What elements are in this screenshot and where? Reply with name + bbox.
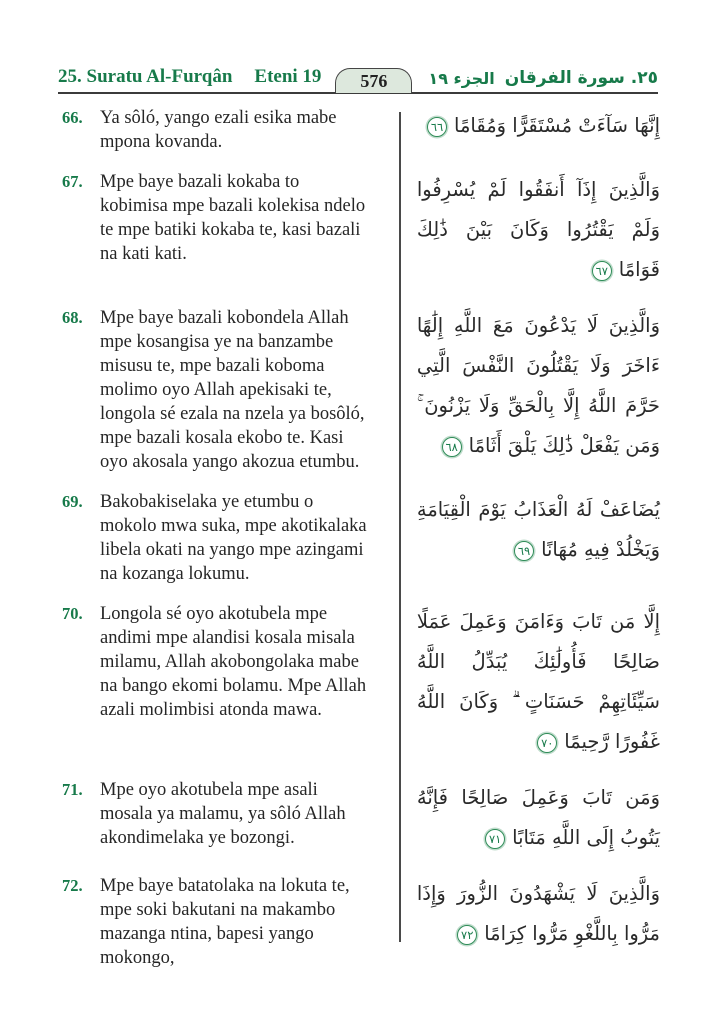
- translation-cell: [62, 170, 385, 266]
- page-header: [58, 52, 658, 94]
- verse-number: 69.: [62, 492, 83, 511]
- ayah-end-medallion: ٧١: [485, 829, 505, 849]
- verse-number: 70.: [62, 604, 83, 623]
- verse-row-70: [62, 602, 660, 762]
- translation-cell: [62, 778, 385, 850]
- arabic-cell: [417, 874, 660, 954]
- verse-arabic-text: وَالَّذِينَ لَا يَدْعُونَ مَعَ اللَّهِ إِلَٰهًا ءَاخَرَ وَلَا يَقْتُلُونَ النَّفْسَ الَّتِي حَرَّمَ اللَّهُ إِلَّا بِالْحَقِّ وَلَا يَزْنُونَ ۚ وَمَن يَفْعَلْ ذَٰلِكَ يَلْقَ أَثَامًا: [416, 314, 660, 457]
- verse-number: 68.: [62, 308, 83, 327]
- verse-translation: Mpe oyo akotubela mpe asali mosala ya malamu, ya sôló Allah akondimelaka ye bozongi.: [100, 780, 346, 848]
- verse-translation: Mpe baye batatolaka na lokuta te, mpe soki bakutani na makambo mazanga ntina, bapesi yango mokongo,: [100, 876, 350, 968]
- arabic-cell: [417, 602, 660, 762]
- verse-translation: Ya sôló, yango ezali esika mabe mpona kovanda.: [100, 108, 337, 152]
- verse-row-71: [62, 778, 660, 858]
- translation-cell: [62, 490, 385, 586]
- ayah-end-medallion: ٦٧: [592, 261, 612, 281]
- verse-translation: Bakobakiselaka ye etumbu o mokolo mwa suka, mpe akotikalaka libela okati na yango mpe azingami na kozanga lokumu.: [100, 492, 367, 584]
- ayah-end-medallion: ٦٨: [442, 437, 462, 457]
- translation-cell: [62, 874, 385, 970]
- ayah-end-medallion: ٦٦: [427, 117, 447, 137]
- ayah-end-medallion: ٦٩: [514, 541, 534, 561]
- arabic-cell: [417, 106, 660, 146]
- sura-title-latin: 25. Suratu Al-Furqân: [58, 66, 233, 87]
- verse-translation: Mpe baye bazali kobondela Allah mpe kosangisa ye na banzambe misusu te, mpe bazali koboma molimo oyo Allah apekisaki te, longola sé ezala na nzela ya bosôló, mpe bazali kosala ekobo te. Kasi oyo akosala yango akozua etumbu.: [100, 308, 365, 472]
- sura-title-arabic: ٢٥. سورة الفرقان: [504, 68, 658, 88]
- verse-row-68: [62, 306, 660, 474]
- verse-row-67: [62, 170, 660, 290]
- verse-translation: Longola sé oyo akotubela mpe andimi mpe alandisi kosala misala milamu, Allah akobongolaka mabe na bango ekomi bolamu. Mpe Allah azali molimbisi atonda mawa.: [100, 604, 367, 720]
- verse-row-69: [62, 490, 660, 586]
- arabic-cell: [417, 490, 660, 570]
- verse-number: 66.: [62, 108, 83, 127]
- translation-cell: [62, 106, 385, 154]
- verse-row-72: [62, 874, 660, 970]
- ayah-end-medallion: ٧٢: [457, 925, 477, 945]
- arabic-cell: [417, 306, 660, 466]
- section-label: Eteni 19: [254, 66, 322, 87]
- verse-number: 71.: [62, 780, 83, 799]
- verse-arabic-text: يُضَاعَفْ لَهُ الْعَذَابُ يَوْمَ الْقِيَامَةِ وَيَخْلُدْ فِيهِ مُهَانًا: [416, 498, 660, 561]
- verse-arabic-text: وَمَن تَابَ وَعَمِلَ صَالِحًا فَإِنَّهُ يَتُوبُ إِلَى اللَّهِ مَتَابًا: [416, 786, 660, 849]
- juz-label-arabic: الجزء ١٩: [428, 69, 495, 88]
- verse-arabic-text: إِنَّهَا سَآءَتْ مُسْتَقَرًّا وَمُقَامًا: [454, 114, 660, 137]
- arabic-cell: [417, 170, 660, 290]
- verses-area: [62, 106, 660, 986]
- verse-translation: Mpe baye bazali kokaba to kobimisa mpe bazali kolekisa ndelo te mpe batiki kokaba te, kasi bazali na kati kati.: [100, 172, 366, 264]
- verse-arabic-text: وَالَّذِينَ إِذَآ أَنفَقُوا لَمْ يُسْرِفُوا وَلَمْ يَقْتُرُوا وَكَانَ بَيْنَ ذَٰلِكَ قَوَامًا: [416, 178, 660, 281]
- verse-arabic-text: وَالَّذِينَ لَا يَشْهَدُونَ الزُّورَ وَإِذَا مَرُّوا بِاللَّغْوِ مَرُّوا كِرَامًا: [416, 882, 660, 945]
- arabic-cell: [417, 778, 660, 858]
- verse-row-66: [62, 106, 660, 154]
- page-number-badge: 576: [335, 68, 412, 93]
- verse-number: 67.: [62, 172, 83, 191]
- verse-arabic-text: إِلَّا مَن تَابَ وَءَامَنَ وَعَمِلَ عَمَلًا صَالِحًا فَأُولَٰئِكَ يُبَدِّلُ اللَّهُ سَيِّئَاتِهِمْ حَسَنَاتٍ ۗ وَكَانَ اللَّهُ غَفُورًا رَّحِيمًا: [416, 610, 660, 753]
- verse-number: 72.: [62, 876, 83, 895]
- ayah-end-medallion: ٧٠: [537, 733, 557, 753]
- translation-cell: [62, 306, 385, 474]
- translation-cell: [62, 602, 385, 722]
